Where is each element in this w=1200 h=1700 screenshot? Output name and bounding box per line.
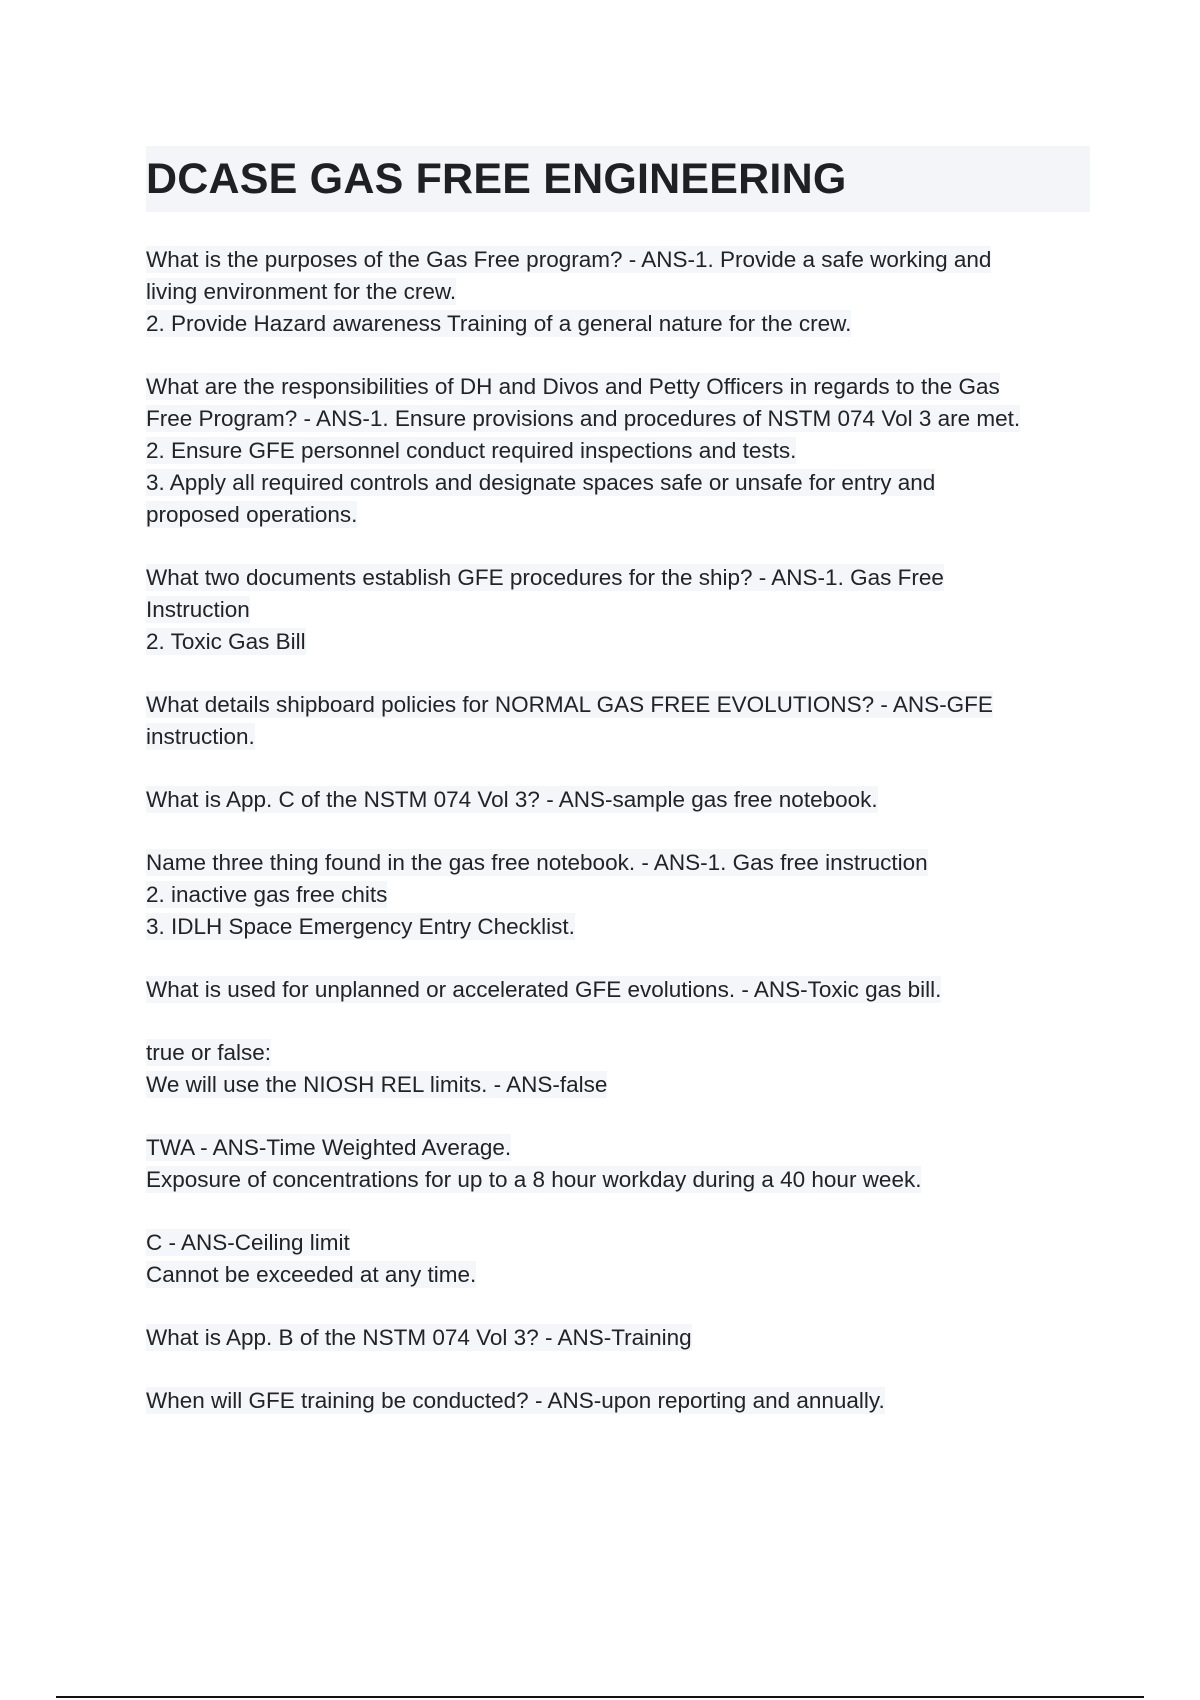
qa-item	[146, 1132, 1096, 1196]
qa-line-text: living environment for the crew.	[146, 279, 457, 304]
qa-item	[146, 974, 1096, 1006]
qa-line	[146, 244, 1096, 276]
qa-line-text: What are the responsibilities of DH and Divos and Petty Officers in regards to the Gas	[146, 374, 1000, 399]
qa-line-text: What is the purposes of the Gas Free program? - ANS-1. Provide a safe working and	[146, 247, 992, 272]
qa-line-text: 2. Toxic Gas Bill	[146, 629, 306, 654]
qa-item	[146, 784, 1096, 816]
qa-line-text: What two documents establish GFE procedures for the ship? - ANS-1. Gas Free	[146, 565, 944, 590]
qa-line-text: What is used for unplanned or accelerated GFE evolutions. - ANS-Toxic gas bill.	[146, 977, 942, 1002]
qa-line-text: Exposure of concentrations for up to a 8 hour workday during a 40 hour week.	[146, 1167, 922, 1192]
qa-line-text: Name three thing found in the gas free notebook. - ANS-1. Gas free instruction	[146, 850, 928, 875]
qa-line-text: 3. Apply all required controls and designate spaces safe or unsafe for entry and	[146, 470, 936, 495]
qa-item	[146, 371, 1096, 531]
qa-line	[146, 974, 1096, 1006]
qa-line-text: true or false:	[146, 1040, 272, 1065]
qa-line-text: C - ANS-Ceiling limit	[146, 1230, 350, 1255]
qa-line	[146, 626, 1096, 658]
qa-line	[146, 403, 1096, 435]
qa-line-text: What is App. B of the NSTM 074 Vol 3? - ANS-Training	[146, 1325, 692, 1350]
qa-line	[146, 308, 1096, 340]
qa-line-text: 3. IDLH Space Emergency Entry Checklist.	[146, 914, 575, 939]
qa-item	[146, 562, 1096, 658]
qa-line	[146, 435, 1096, 467]
qa-line	[146, 467, 1096, 499]
qa-line	[146, 562, 1096, 594]
qa-item	[146, 1227, 1096, 1291]
qa-line	[146, 594, 1096, 626]
qa-line	[146, 721, 1096, 753]
document-title: DCASE GAS FREE ENGINEERING	[146, 155, 847, 203]
qa-line	[146, 784, 1096, 816]
qa-line	[146, 1132, 1096, 1164]
qa-line-text: Cannot be exceeded at any time.	[146, 1262, 477, 1287]
qa-line-text: We will use the NIOSH REL limits. - ANS-false	[146, 1072, 608, 1097]
qa-item	[146, 1037, 1096, 1101]
footer-divider	[56, 1696, 1144, 1698]
qa-line-text: proposed operations.	[146, 502, 358, 527]
qa-item	[146, 1385, 1096, 1417]
qa-line-text: When will GFE training be conducted? - ANS-upon reporting and annually.	[146, 1388, 885, 1413]
qa-line-text: Free Program? - ANS-1. Ensure provisions and procedures of NSTM 074 Vol 3 are met.	[146, 406, 1021, 431]
qa-item	[146, 847, 1096, 943]
qa-line	[146, 911, 1096, 943]
qa-line-text: Instruction	[146, 597, 250, 622]
qa-line	[146, 1322, 1096, 1354]
qa-line	[146, 879, 1096, 911]
qa-item	[146, 244, 1096, 340]
qa-item	[146, 1322, 1096, 1354]
qa-line-text: What is App. C of the NSTM 074 Vol 3? - ANS-sample gas free notebook.	[146, 787, 878, 812]
qa-line-text: 2. Provide Hazard awareness Training of a general nature for the crew.	[146, 311, 852, 336]
qa-line	[146, 1037, 1096, 1069]
qa-line-text: 2. inactive gas free chits	[146, 882, 388, 907]
qa-line-text: instruction.	[146, 724, 255, 749]
qa-line	[146, 1385, 1096, 1417]
qa-line-text: What details shipboard policies for NORMAL GAS FREE EVOLUTIONS? - ANS-GFE	[146, 692, 993, 717]
qa-line	[146, 1069, 1096, 1101]
qa-line-text: TWA - ANS-Time Weighted Average.	[146, 1135, 512, 1160]
qa-line	[146, 1259, 1096, 1291]
qa-list	[146, 244, 1096, 1448]
qa-line	[146, 1164, 1096, 1196]
qa-item	[146, 689, 1096, 753]
qa-line	[146, 847, 1096, 879]
qa-line	[146, 371, 1096, 403]
qa-line	[146, 1227, 1096, 1259]
qa-line-text: 2. Ensure GFE personnel conduct required inspections and tests.	[146, 438, 797, 463]
qa-line	[146, 499, 1096, 531]
qa-line	[146, 689, 1096, 721]
qa-line	[146, 276, 1096, 308]
